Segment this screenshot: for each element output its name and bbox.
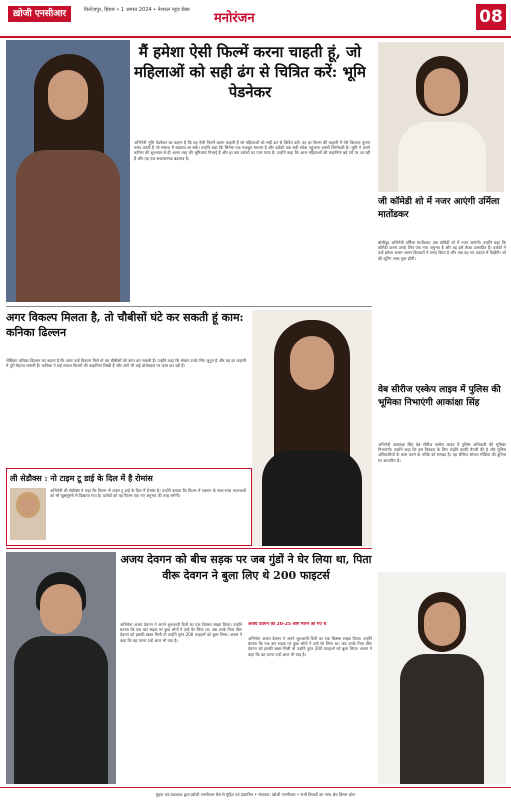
article-urmila: बॉलीवुड अभिनेत्री उर्मिला मातोंडकर अब कॉमेडी शो में नजर आएंगी। उन्होंने कहा कि कॉमेडी करना उनके लिए एक नया अनुभव है और वह इसे लेकर उत्साहित हैं। दर्शकों ने उन्हें हमेशा अलग-अलग किरदारों में पसंद किया है और अब वह नए अंदाज में दिखेंगी। शो की शूटिंग जल्द शुरू होगी। — [378, 240, 506, 261]
headline-ajay: अजय देवगन को बीच सड़क पर जब गुंडों ने घेर लिया था, पिता वीरू देवगन ने बुला लिए थे 200 फाइटर्स — [120, 553, 372, 582]
kanika-photo — [252, 310, 372, 546]
lee-photo — [10, 488, 46, 540]
bhumi-photo — [6, 40, 130, 302]
article-bhumi: अभिनेत्री भूमि पेडनेकर का कहना है कि वह ऐसी फिल्में करना चाहती हैं जो महिलाओं को सही ढंग से चित्रित करें। वह हर फिल्म की कहानी में ऐसे किरदार चुनना पसंद करती हैं जो समाज में बदलाव ला सकें। उन्होंने कहा कि सिनेमा एक मजबूत माध्यम है और दर्शकों तक सही संदेश पहुंचाना हमारी जिम्मेदारी है। भूमि ने अपने करियर की शुरुआत से ही अलग तरह की भूमिकाएं निभाई हैं और हर बार दर्शकों का प्यार पाया है। उन्होंने कहा कि आज महिलाओं की कहानियां बड़े पर्दे पर आ रही हैं और यह एक सकारात्मक बदलाव है। — [134, 140, 370, 161]
article-ajay-continued: अभिनेता अजय देवगन ने अपने शुरुआती दिनों का एक किस्सा साझा किया। उन्होंने बताया कि एक बार सड़क पर कुछ लोगों ने उन्हें घेर लिया था। जब उनके पिता वीरू देवगन को इसकी खबर मिली तो उन्होंने तुरंत 200 फाइटर्स को बुला लिया। अजय ने कहा कि वह घटना उन्हें आज भी याद है। — [248, 636, 372, 657]
akansha-photo — [378, 572, 506, 784]
imprint-footer: मुद्रक एवं प्रकाशक द्वारा ख़ोजी एनसीआर प्रेस से मुद्रित एवं प्रकाशित • संपादक: ख़ोजी एनसीआर • सभी विवादों का न्याय क्षेत्र हिसार होगा — [0, 787, 511, 801]
divider-line — [6, 548, 372, 549]
urmila-photo — [378, 42, 504, 192]
headline-urmila: जी कॉमेडी शो में नजर आएंगी उर्मिला मातोंडकर — [378, 197, 500, 220]
article-ajay: अभिनेता अजय देवगन ने अपने शुरुआती दिनों का एक किस्सा साझा किया। उन्होंने बताया कि एक बार सड़क पर कुछ लोगों ने उन्हें घेर लिया था। जब उनके पिता वीरू देवगन को इसकी खबर मिली तो उन्होंने तुरंत 200 फाइटर्स को बुला लिया। अजय ने कहा कि वह घटना उन्हें आज भी याद है। — [120, 622, 242, 643]
headline-lee: ली सेडौक्स : नो टाइम टू डाई के दिल में है रोमांस — [10, 473, 153, 483]
article-akansha: अभिनेत्री आकांक्षा सिंह वेब सीरीज एस्केप लाइव में पुलिस अधिकारी की भूमिका निभाएंगी। उन्होंने कहा कि इस किरदार के लिए उन्होंने काफी तैयारी की है और पुलिस अधिकारियों के काम करने के तरीके को समझा है। यह सीरीज सोशल मीडिया की दुनिया पर आधारित है। — [378, 442, 506, 463]
article-kanika: लेखिका कनिका ढिल्लन का कहना है कि अगर उन्हें विकल्प मिले तो वह चौबीसों घंटे काम कर सकती हैं। उन्होंने कहा कि लेखन उनके लिए जुनून है और वह हर कहानी में पूरी मेहनत लगाती हैं। कनिका ने कई सफल फिल्मों की कहानियां लिखी हैं और आगे भी कई प्रोजेक्ट्स पर काम कर रही हैं। — [6, 358, 246, 369]
headline-akansha: वेब सीरीज एस्केप लाइव में पुलिस की भूमिका निभाएंगी आकांक्षा सिंह — [378, 385, 501, 408]
article-lee: अभिनेत्री ली सेडौक्स ने कहा कि फिल्म नो टाइम टू डाई के दिल में रोमांस है। उन्होंने बताया कि फिल्म में एक्शन के साथ-साथ भावनाओं को भी खूबसूरती से दिखाया गया है। दर्शकों को यह फिल्म एक नए अनुभव की तरह लगेगी। — [50, 488, 246, 499]
headline-bhumi: मैं हमेशा ऐसी फिल्में करना चाहती हूं, जो महिलाओं को सही ढंग से चित्रित करें: भूमि पेडनेकर — [134, 43, 366, 101]
masthead — [0, 0, 511, 38]
newspaper-logo: ख़ोजी एनसीआर — [8, 6, 71, 22]
divider-line — [6, 306, 372, 307]
ajay-photo — [6, 552, 116, 784]
headline-kanika: अगर विकल्प मिलता है, तो चौबीसों घंटे कर सकती हूं काम: कनिका ढिल्लन — [6, 311, 244, 339]
section-title: मनोरंजन — [214, 11, 255, 26]
page-number: 08 — [476, 4, 506, 30]
dateline: फ़िरोज़पुर, हिसार • 1 अगस्त 2024 • नेशनल न्यूज़ डेस्क — [84, 7, 190, 13]
ajay-subhead: अजय देवगन को 20-25 लोग मारने आ गए थे — [248, 622, 327, 627]
